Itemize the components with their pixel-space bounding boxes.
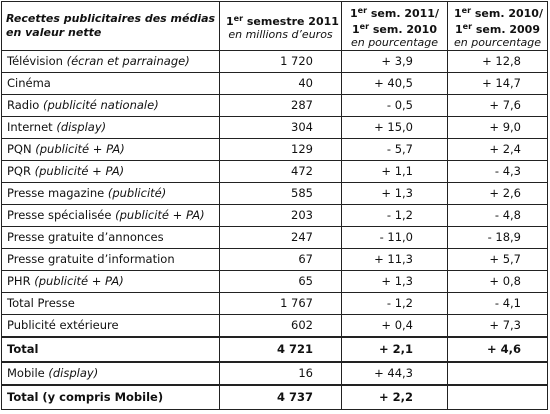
table-row [2, 161, 548, 183]
row-label: Internet [7, 120, 53, 134]
table-row [2, 293, 548, 315]
header-change2-unit: en pourcentage [454, 35, 542, 49]
table-row [2, 227, 548, 249]
row-label: PHR [7, 274, 31, 288]
change-2010-cell: + 2,6 [448, 183, 548, 205]
change-2011-cell: + 15,0 [342, 117, 448, 139]
row-label-cell [2, 315, 220, 338]
change-2010-cell: + 9,0 [448, 117, 548, 139]
header-change-unit: en pourcentage [350, 35, 439, 49]
row-label: Presse gratuite d’annonces [7, 230, 164, 244]
table-row [2, 139, 548, 161]
row-label-cell [2, 385, 220, 410]
value-cell: 129 [220, 139, 342, 161]
row-label-cell [2, 293, 220, 315]
row-label: Radio [7, 98, 40, 112]
change-2011-cell: + 3,9 [342, 51, 448, 73]
header-row [2, 2, 548, 51]
header-change-a-sup: er [357, 5, 368, 15]
value-cell: 287 [220, 95, 342, 117]
header-change2-b-text: sem. 2009 [472, 22, 540, 36]
ad-revenue-table-container [1, 1, 548, 410]
value-cell: 304 [220, 117, 342, 139]
header-semester-text: semestre 2011 [243, 14, 339, 28]
header-semester-unit: en millions d’euros [228, 27, 333, 41]
change-2010-cell: + 5,7 [448, 249, 548, 271]
row-label: Total (y compris Mobile) [7, 390, 164, 404]
row-label: Publicité extérieure [7, 318, 119, 332]
row-qualifier: (publicité) [107, 186, 167, 200]
row-label: Total Presse [7, 296, 75, 310]
row-label-cell [2, 95, 220, 117]
change-2011-cell: + 40,5 [342, 73, 448, 95]
row-qualifier: (publicité + PA) [35, 142, 125, 156]
change-2010-cell: - 18,9 [448, 227, 548, 249]
value-cell: 40 [220, 73, 342, 95]
change-2011-cell: + 0,4 [342, 315, 448, 338]
change-2010-cell: - 4,8 [448, 205, 548, 227]
change-2010-cell: + 0,8 [448, 271, 548, 293]
change-2011-cell: + 1,3 [342, 271, 448, 293]
header-semester-sup: er [233, 13, 244, 23]
value-cell: 16 [220, 362, 342, 385]
change-2010-cell: + 7,3 [448, 315, 548, 338]
row-qualifier: (écran et parrainage) [66, 54, 190, 68]
row-qualifier: (publicité + PA) [34, 164, 125, 178]
row-label-cell [2, 183, 220, 205]
row-qualifier: (publicité nationale) [42, 98, 159, 112]
change-2011-cell: - 1,2 [342, 205, 448, 227]
row-qualifier: (publicité + PA) [115, 208, 205, 222]
value-cell: 247 [220, 227, 342, 249]
row-qualifier: (display) [56, 120, 107, 134]
change-2010-cell: + 7,6 [448, 95, 548, 117]
row-label: PQR [7, 164, 31, 178]
header-change-2011-2010 [342, 2, 448, 51]
change-2011-cell: - 0,5 [342, 95, 448, 117]
value-cell: 472 [220, 161, 342, 183]
header-media [2, 2, 220, 51]
value-cell: 4 721 [220, 337, 342, 362]
change-2011-cell: - 11,0 [342, 227, 448, 249]
row-label-cell [2, 161, 220, 183]
row-label: Presse spécialisée [7, 208, 112, 222]
row-label-cell [2, 337, 220, 362]
header-change2-a-num: 1 [454, 6, 462, 20]
value-cell: 1 720 [220, 51, 342, 73]
table-row [2, 249, 548, 271]
value-cell: 602 [220, 315, 342, 338]
row-label-cell [2, 362, 220, 385]
table-row [2, 51, 548, 73]
row-label-cell [2, 249, 220, 271]
change-2010-cell: + 12,8 [448, 51, 548, 73]
change-2011-cell: + 2,2 [342, 385, 448, 410]
change-2010-cell [448, 362, 548, 385]
row-label-cell [2, 73, 220, 95]
row-label: Total [7, 342, 39, 356]
change-2011-cell: - 5,7 [342, 139, 448, 161]
table-row [2, 337, 548, 362]
header-media-line2: en valeur nette [6, 26, 102, 39]
header-change-b-num: 1 [352, 22, 360, 36]
header-change2-a-text: sem. 2010/ [471, 6, 543, 20]
change-2010-cell: + 4,6 [448, 337, 548, 362]
header-semester-number: 1 [226, 14, 234, 28]
ad-revenue-table [1, 1, 548, 410]
row-label-cell [2, 205, 220, 227]
value-cell: 1 767 [220, 293, 342, 315]
row-label: Mobile [7, 366, 45, 380]
header-change-b-sup: er [359, 21, 370, 31]
change-2010-cell: + 14,7 [448, 73, 548, 95]
value-cell: 65 [220, 271, 342, 293]
table-row [2, 385, 548, 410]
table-row [2, 117, 548, 139]
table-row [2, 315, 548, 338]
change-2010-cell: - 4,3 [448, 161, 548, 183]
change-2011-cell: + 1,3 [342, 183, 448, 205]
value-cell: 4 737 [220, 385, 342, 410]
change-2011-cell: + 44,3 [342, 362, 448, 385]
table-row [2, 205, 548, 227]
row-label: PQN [7, 142, 32, 156]
change-2010-cell: - 4,1 [448, 293, 548, 315]
header-change-a-num: 1 [350, 6, 358, 20]
row-qualifier: (publicité + PA) [34, 274, 124, 288]
header-change-b-text: sem. 2010 [369, 22, 437, 36]
value-cell: 203 [220, 205, 342, 227]
header-semester-2011 [220, 2, 342, 51]
table-row [2, 362, 548, 385]
table-row [2, 183, 548, 205]
row-label-cell [2, 117, 220, 139]
table-row [2, 271, 548, 293]
change-2010-cell [448, 385, 548, 410]
row-label-cell [2, 227, 220, 249]
change-2010-cell: + 2,4 [448, 139, 548, 161]
row-label: Télévision [7, 54, 63, 68]
value-cell: 67 [220, 249, 342, 271]
row-label-cell [2, 139, 220, 161]
row-label-cell [2, 51, 220, 73]
change-2011-cell: + 2,1 [342, 337, 448, 362]
row-label: Presse magazine [7, 186, 105, 200]
header-change-a-text: sem. 2011/ [367, 6, 439, 20]
row-qualifier: (display) [48, 366, 99, 380]
header-change2-a-sup: er [461, 5, 472, 15]
header-change2-b-sup: er [462, 21, 473, 31]
table-body [2, 51, 548, 410]
change-2011-cell: + 11,3 [342, 249, 448, 271]
row-label: Cinéma [7, 76, 51, 90]
row-label: Presse gratuite d’information [7, 252, 175, 266]
table-row [2, 73, 548, 95]
value-cell: 585 [220, 183, 342, 205]
header-change-2010-2009 [448, 2, 548, 51]
row-label-cell [2, 271, 220, 293]
header-media-line1: Recettes publicitaires des médias [6, 12, 216, 25]
header-change2-b-num: 1 [455, 22, 463, 36]
change-2011-cell: - 1,2 [342, 293, 448, 315]
table-row [2, 95, 548, 117]
change-2011-cell: + 1,1 [342, 161, 448, 183]
